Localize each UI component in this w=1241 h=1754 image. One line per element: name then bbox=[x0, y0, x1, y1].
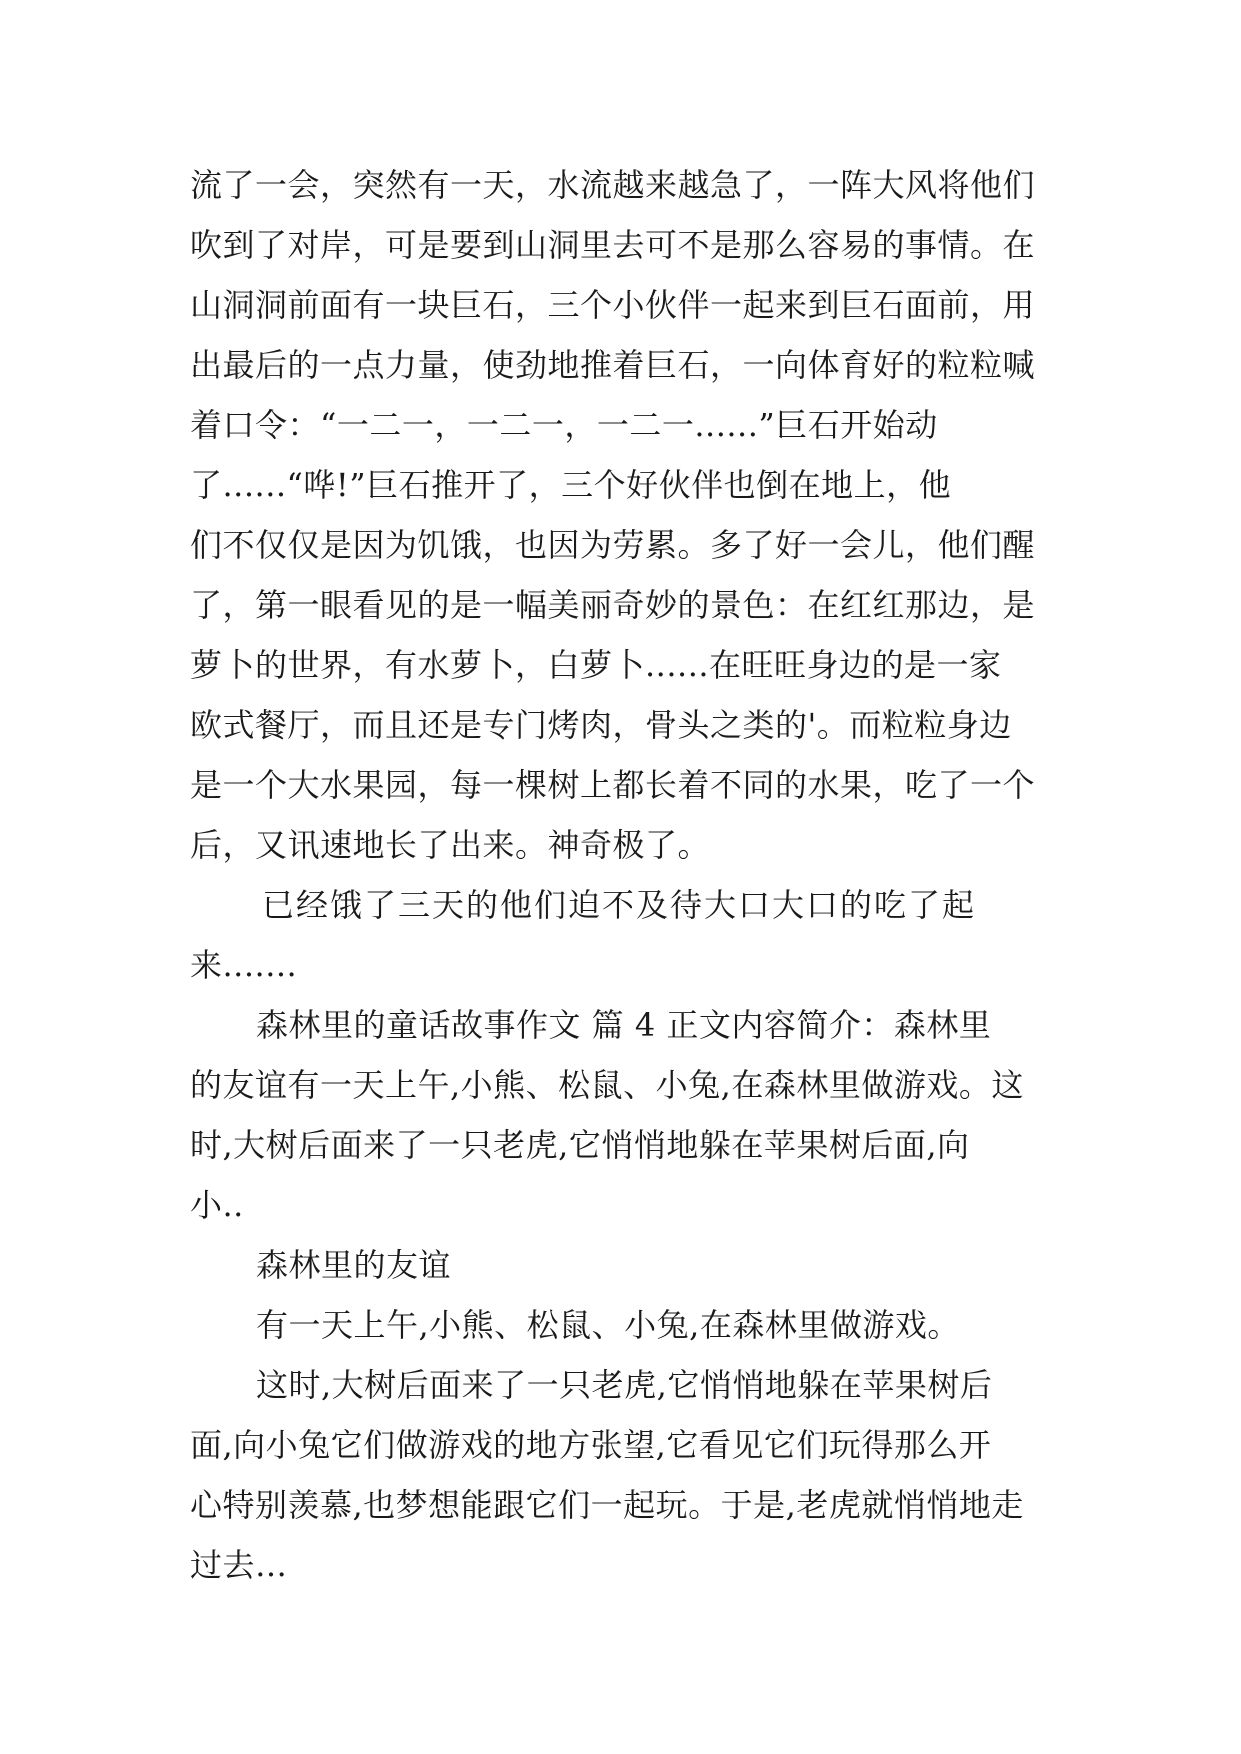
paragraph-line: 小.. bbox=[190, 1186, 244, 1224]
paragraph-line: 面,向小兔它们做游戏的地方张望,它看见它们玩得那么开 bbox=[190, 1426, 992, 1464]
paragraph-line: 后，又讯速地长了出来。神奇极了。 bbox=[190, 826, 711, 864]
paragraph-line: 了......“哗!”巨石推开了，三个好伙伴也倒在地上，他 bbox=[190, 466, 952, 504]
paragraph-line: 欧式餐厅，而且还是专门烤肉，骨头之类的'。而粒粒身边 bbox=[190, 706, 1012, 744]
paragraph-line: 这时,大树后面来了一只老虎,它悄悄地躲在苹果树后 bbox=[256, 1366, 993, 1404]
paragraph-line: 来....... bbox=[190, 946, 298, 984]
paragraph-line: 萝卜的世界，有水萝卜，白萝卜......在旺旺身边的是一家 bbox=[190, 646, 1002, 684]
paragraph-line: 流了一会，突然有一天，水流越来越急了，一阵大风将他们 bbox=[190, 166, 1036, 204]
story-title: 森林里的友谊 bbox=[256, 1246, 452, 1284]
paragraph-line: 过去… bbox=[190, 1546, 288, 1584]
paragraph-line: 着口令：“一二一，一二一，一二一......”巨石开始动 bbox=[190, 406, 938, 444]
paragraph-line: 心特别羡慕,也梦想能跟它们一起玩。于是,老虎就悄悄地走 bbox=[190, 1486, 1024, 1524]
paragraph-line: 们不仅仅是因为饥饿，也因为劳累。多了好一会儿，他们醒 bbox=[190, 526, 1036, 564]
paragraph-line: 吹到了对岸，可是要到山洞里去可不是那么容易的事情。在 bbox=[190, 226, 1036, 264]
paragraph-line: 了，第一眼看见的是一幅美丽奇妙的景色：在红红那边，是 bbox=[190, 586, 1036, 624]
section-heading-line: 森林里的童话故事作文 篇 4 正文内容简介：森林里 bbox=[256, 1006, 992, 1044]
paragraph-line: 是一个大水果园，每一棵树上都长着不同的水果，吃了一个 bbox=[190, 766, 1036, 804]
paragraph-line: 已经饿了三天的他们迫不及待大口大口的吃了起 bbox=[262, 886, 977, 924]
paragraph-line: 的友谊有一天上午,小熊、松鼠、小兔,在森林里做游戏。这 bbox=[190, 1066, 1024, 1104]
paragraph-line: 出最后的一点力量，使劲地推着巨石，一向体育好的粒粒喊 bbox=[190, 346, 1036, 384]
paragraph-line: 有一天上午,小熊、松鼠、小兔,在森林里做游戏。 bbox=[256, 1306, 960, 1344]
paragraph-line: 时,大树后面来了一只老虎,它悄悄地躲在苹果树后面,向 bbox=[190, 1126, 970, 1164]
paragraph-line: 山洞洞前面有一块巨石，三个小伙伴一起来到巨石面前，用 bbox=[190, 286, 1036, 324]
